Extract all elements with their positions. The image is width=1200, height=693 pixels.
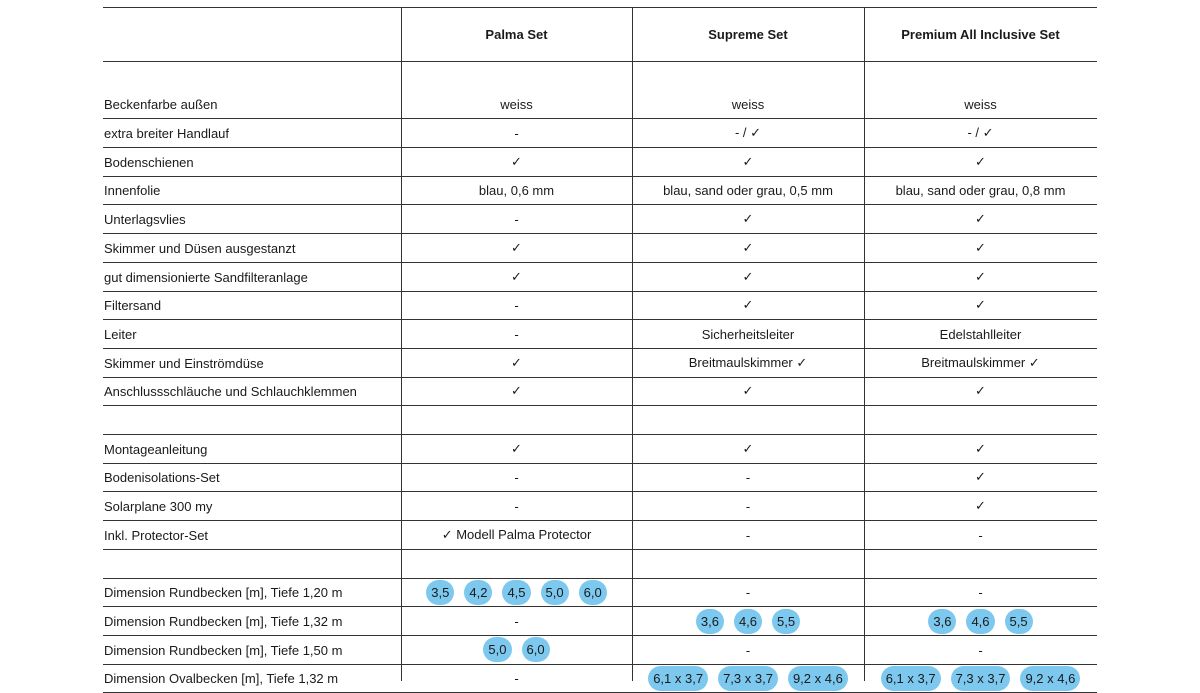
size-chip: 5,5	[772, 609, 800, 634]
column-divider	[864, 7, 865, 681]
row-value: - / ✓	[967, 125, 994, 141]
row-value: blau, 0,6 mm	[478, 183, 555, 199]
spacer-row	[103, 550, 1097, 579]
size-chip-list	[696, 609, 800, 634]
row-value: - / ✓	[734, 125, 762, 141]
row-label: Dimension Rundbecken [m], Tiefe 1,50 m	[104, 642, 343, 658]
size-chip: 6,1 x 3,7	[881, 666, 941, 691]
table-row	[103, 378, 1097, 407]
size-chip: 7,3 x 3,7	[951, 666, 1011, 691]
row-label: Montageanleitung	[104, 441, 208, 457]
size-chip: 6,1 x 3,7	[648, 666, 708, 691]
table-row	[103, 579, 1097, 608]
table-row	[103, 493, 1097, 522]
row-value: ✓	[742, 297, 754, 313]
row-value: ✓	[975, 239, 986, 255]
row-value: -	[514, 326, 519, 342]
row-value: ✓	[742, 153, 754, 169]
header-empty	[103, 7, 401, 61]
size-chip: 9,2 x 4,6	[1020, 666, 1080, 691]
size-chip: 9,2 x 4,6	[788, 666, 848, 691]
size-chip: 3,5	[426, 580, 454, 605]
row-value: -	[745, 642, 751, 658]
row-label: Bodenisolations-Set	[104, 470, 220, 486]
row-label: Skimmer und Einströmdüse	[104, 355, 264, 371]
row-value: -	[978, 642, 983, 658]
table-row	[103, 607, 1097, 636]
header-row	[103, 7, 1097, 62]
row-value: ✓	[975, 211, 986, 227]
row-value: ✓	[975, 297, 986, 313]
size-chip: 4,5	[502, 580, 530, 605]
row-value: ✓	[975, 383, 986, 399]
row-value: -	[514, 613, 519, 629]
row-value: Breitmaulskimmer ✓	[688, 354, 808, 370]
row-label: Skimmer und Düsen ausgestanzt	[104, 240, 296, 256]
row-label: Filtersand	[104, 298, 162, 314]
row-value: -	[745, 470, 751, 486]
size-chip: 6,0	[579, 580, 607, 605]
row-value: -	[514, 671, 519, 687]
row-value: ✓	[742, 268, 754, 284]
size-chip: 4,6	[966, 609, 994, 634]
row-value: -	[514, 470, 519, 486]
size-chip-group	[632, 607, 864, 635]
header-premium-set: Premium All Inclusive Set	[901, 27, 1060, 42]
row-value: ✓	[975, 268, 986, 284]
table-row	[103, 177, 1097, 206]
size-chip: 4,6	[734, 609, 762, 634]
size-chip-list	[483, 637, 549, 662]
row-value: blau, sand oder grau, 0,8 mm	[895, 183, 1066, 199]
row-value: ✓	[511, 268, 522, 284]
size-chip: 7,3 x 3,7	[718, 666, 778, 691]
table-row	[103, 636, 1097, 665]
table-row	[103, 464, 1097, 493]
row-value: ✓ Modell Palma Protector	[441, 526, 592, 542]
column-divider	[632, 7, 633, 681]
size-chip-group	[864, 607, 1097, 635]
table-row	[103, 206, 1097, 235]
table-row	[103, 148, 1097, 177]
header-supreme-set: Supreme Set	[708, 27, 788, 42]
header-palma-set: Palma Set	[485, 27, 548, 42]
row-value: -	[745, 527, 751, 543]
size-chip: 3,6	[696, 609, 724, 634]
row-value: ✓	[511, 383, 522, 399]
row-label: Innenfolie	[104, 183, 161, 199]
row-value: -	[514, 499, 519, 515]
row-value: ✓	[742, 440, 754, 456]
row-label: Anschlussschläuche und Schlauchklemmen	[104, 384, 357, 400]
row-label: extra breiter Handlauf	[104, 126, 230, 142]
row-label: Beckenfarbe außen	[104, 97, 218, 113]
table-row	[103, 521, 1097, 550]
row-value: weiss	[964, 97, 997, 113]
row-value: ✓	[975, 440, 986, 456]
size-chip: 6,0	[522, 637, 550, 662]
row-label: Dimension Rundbecken [m], Tiefe 1,20 m	[104, 585, 343, 601]
row-value: -	[745, 499, 751, 515]
row-value: -	[514, 126, 519, 142]
size-chip-list	[648, 666, 848, 691]
size-chip-group	[401, 579, 632, 607]
row-value: ✓	[511, 354, 522, 370]
row-value: ✓	[511, 153, 522, 169]
row-label: Dimension Ovalbecken [m], Tiefe 1,32 m	[104, 671, 339, 687]
row-value: ✓	[511, 440, 522, 456]
row-label: Bodenschienen	[104, 154, 194, 170]
row-value: ✓	[511, 239, 522, 255]
table-row	[103, 292, 1097, 321]
row-label: Inkl. Protector-Set	[104, 527, 209, 543]
row-value: ✓	[975, 153, 986, 169]
size-chip: 5,0	[483, 637, 511, 662]
row-value: ✓	[742, 383, 754, 399]
spacer-row	[103, 406, 1097, 435]
size-chip-group	[864, 665, 1097, 693]
row-value: -	[514, 212, 519, 228]
size-chip: 5,5	[1005, 609, 1033, 634]
row-value: Breitmaulskimmer ✓	[921, 354, 1040, 370]
size-chip-list	[928, 609, 1032, 634]
row-value: -	[745, 585, 751, 601]
row-value: -	[978, 585, 983, 601]
row-value: weiss	[500, 97, 533, 113]
column-divider	[401, 7, 402, 681]
size-chip: 3,6	[928, 609, 956, 634]
row-label: gut dimensionierte Sandfilteranlage	[104, 269, 308, 285]
row-value: ✓	[975, 469, 986, 485]
table-row	[103, 320, 1097, 349]
size-chip-group	[632, 665, 864, 693]
size-chip-list	[881, 666, 1081, 691]
row-label: Unterlagsvlies	[104, 212, 186, 228]
table-row	[103, 234, 1097, 263]
size-chip-list	[426, 580, 606, 605]
row-value: ✓	[975, 498, 986, 514]
size-chip: 4,2	[464, 580, 492, 605]
table-row	[103, 435, 1097, 464]
table-row	[103, 91, 1097, 120]
size-chip: 5,0	[541, 580, 569, 605]
row-value: weiss	[731, 97, 765, 113]
row-value: -	[514, 298, 519, 314]
row-value: Edelstahlleiter	[939, 326, 1022, 342]
row-label: Solarplane 300 my	[104, 499, 213, 515]
size-chip-group	[401, 636, 632, 664]
table-row	[103, 119, 1097, 148]
row-label: Dimension Rundbecken [m], Tiefe 1,32 m	[104, 613, 343, 629]
row-value: blau, sand oder grau, 0,5 mm	[663, 183, 833, 199]
row-label: Leiter	[104, 326, 137, 342]
table-row	[103, 665, 1097, 693]
row-value: Sicherheitsleiter	[701, 326, 795, 342]
table-row	[103, 263, 1097, 292]
row-value: -	[978, 527, 983, 543]
row-value: ✓	[742, 239, 754, 255]
table-row	[103, 349, 1097, 378]
row-value: ✓	[742, 211, 754, 227]
